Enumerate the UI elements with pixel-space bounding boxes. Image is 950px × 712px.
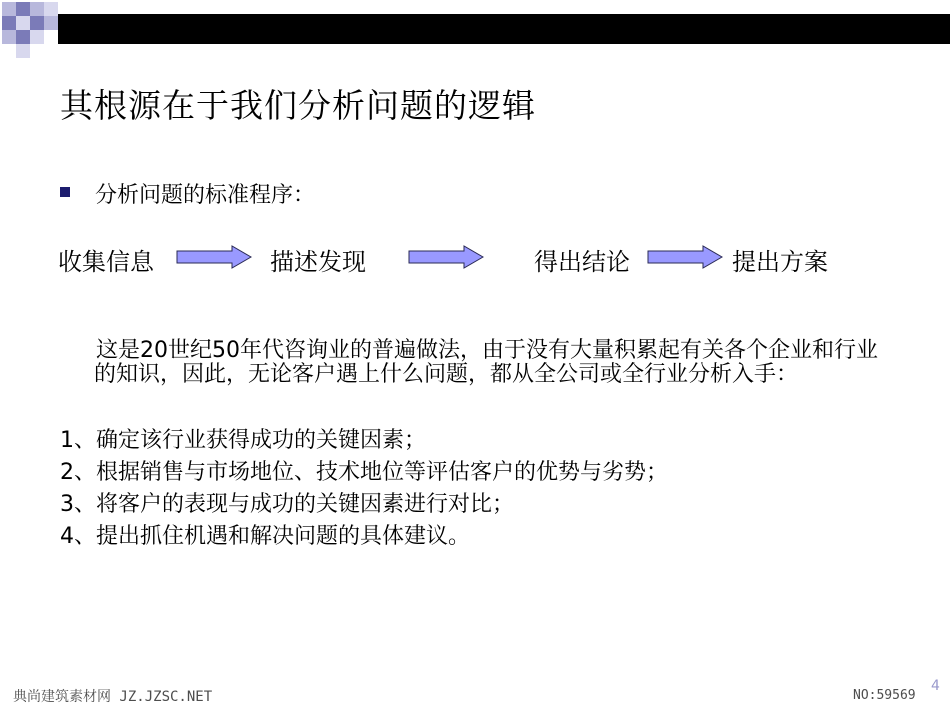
step-describe: 描述发现: [270, 248, 366, 276]
deco-square: [30, 16, 44, 30]
title-bar: [58, 14, 950, 44]
bullet-square: [60, 187, 70, 197]
deco-square: [44, 2, 58, 16]
step-propose: 提出方案: [732, 248, 828, 276]
deco-square: [16, 2, 30, 16]
arrow-right-icon: [176, 245, 252, 269]
slide-subtitle: 分析问题的标准程序：: [95, 183, 316, 208]
slide-title: 其根源在于我们分析问题的逻辑: [60, 86, 536, 125]
list-item: 2、根据销售与市场地位、技术地位等评估客户的优势与劣势；: [60, 460, 668, 485]
deco-square: [16, 44, 30, 58]
body-paragraph: 这是20世纪50年代咨询业的普遍做法，由于没有大量积累起有关各个企业和行业的知识，因此，无论客户遇上什么问题，都从全公司或全行业分析入手：: [94, 338, 878, 387]
step-conclude: 得出结论: [534, 248, 630, 276]
footer-number: NO:59569: [853, 688, 916, 703]
arrow-right-icon: [408, 245, 484, 269]
deco-square: [16, 16, 30, 30]
arrow-right-icon: [647, 245, 723, 269]
deco-square: [30, 2, 44, 16]
deco-square: [44, 16, 58, 30]
page-number: 4: [931, 678, 940, 694]
footer-watermark: 典尚建筑素材网 JZ.JZSC.NET: [13, 689, 213, 705]
list-item: 1、确定该行业获得成功的关键因素；: [60, 428, 426, 453]
list-item: 4、提出抓住机遇和解决问题的具体建议。: [60, 524, 470, 549]
deco-square: [2, 16, 16, 30]
deco-square: [2, 2, 16, 16]
step-collect: 收集信息: [58, 248, 154, 276]
list-item: 3、将客户的表现与成功的关键因素进行对比；: [60, 492, 514, 517]
deco-square: [16, 30, 30, 44]
deco-square: [30, 30, 44, 44]
deco-square: [2, 30, 16, 44]
